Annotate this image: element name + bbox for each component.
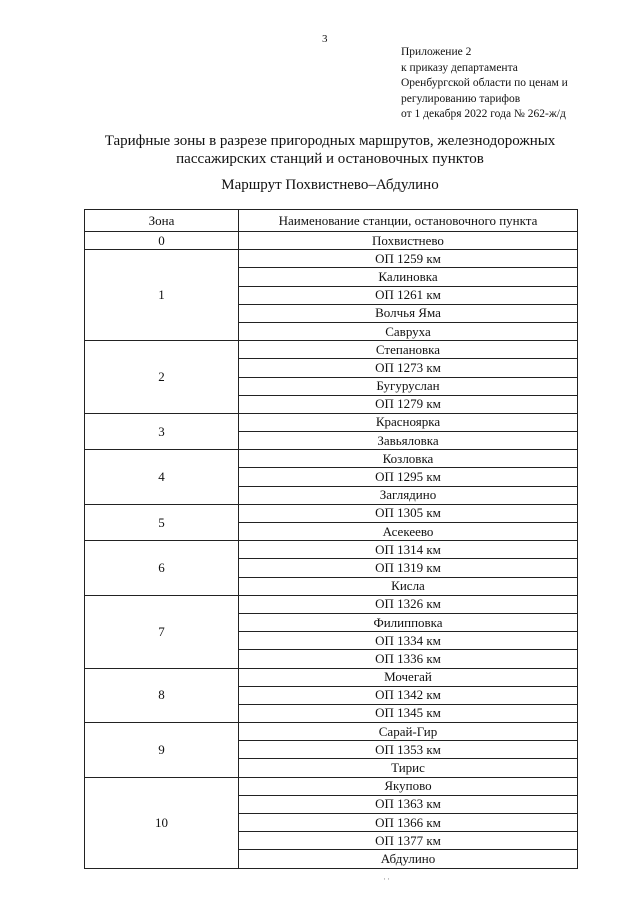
table-row [85,595,578,613]
station-cell: Абдулино [239,850,578,868]
table-row [85,232,578,250]
station-cell: Козловка [239,450,578,468]
zone-cell: 4 [85,450,239,505]
station-cell: ОП 1377 км [239,832,578,850]
zone-cell: 10 [85,777,239,868]
zone-cell: 0 [85,232,239,250]
document-title [60,132,600,168]
station-cell: Филипповка [239,613,578,631]
station-cell: Волчья Яма [239,304,578,322]
station-cell: ОП 1363 км [239,795,578,813]
station-cell: Похвистнево [239,232,578,250]
table-header-row [85,210,578,232]
station-cell: ОП 1342 км [239,686,578,704]
route-title: Маршрут Похвистнево–Абдулино [221,177,439,193]
header-zone: Зона [85,210,239,232]
station-cell: Кисла [239,577,578,595]
appendix-line: к приказу департамента [401,61,518,74]
station-cell: ОП 1336 км [239,650,578,668]
station-cell: ОП 1334 км [239,632,578,650]
station-cell: Асекеево [239,523,578,541]
zone-cell: 2 [85,341,239,414]
station-cell: ОП 1259 км [239,250,578,268]
station-cell: Мочегай [239,668,578,686]
table-row [85,250,578,268]
station-cell: Сарай-Гир [239,723,578,741]
title-line: Тарифные зоны в разрезе пригородных маршрутов, железнодорожных [104,133,556,149]
appendix-block [401,45,626,123]
station-cell: ОП 1305 км [239,504,578,522]
station-cell: ОП 1279 км [239,395,578,413]
station-cell: ОП 1314 км [239,541,578,559]
station-cell: Степановка [239,341,578,359]
page-number: 3 [322,33,328,45]
zone-cell: 5 [85,504,239,540]
station-cell: ОП 1273 км [239,359,578,377]
station-cell: ОП 1366 км [239,814,578,832]
table-row [85,450,578,468]
appendix-line: Приложение 2 [401,46,472,58]
station-cell: Савруха [239,322,578,340]
appendix-line: Оренбургской области по ценам и [401,77,568,89]
header-station: Наименование станции, остановочного пункта [239,210,578,232]
table-row [85,504,578,522]
zone-cell: 7 [85,595,239,668]
table-row [85,723,578,741]
tariff-zones-table [84,209,578,869]
zone-cell: 9 [85,723,239,778]
footer-mark: ·· [383,874,391,884]
station-cell: Якупово [239,777,578,795]
zone-cell: 6 [85,541,239,596]
station-cell: ОП 1261 км [239,286,578,304]
station-cell: ОП 1345 км [239,704,578,722]
table-body [85,232,578,869]
appendix-line: от 1 декабря 2022 года № 262-ж/д [401,108,566,120]
station-cell: ОП 1353 км [239,741,578,759]
table-row [85,668,578,686]
station-cell: Тирис [239,759,578,777]
station-cell: ОП 1295 км [239,468,578,486]
station-cell: Бугуруслан [239,377,578,395]
station-cell: Красноярка [239,413,578,431]
station-cell: Завьяловка [239,432,578,450]
table-row [85,541,578,559]
station-cell: ОП 1326 км [239,595,578,613]
table-row [85,413,578,431]
zone-cell: 1 [85,250,239,341]
appendix-line: регулированию тарифов [401,92,521,105]
zone-cell: 3 [85,413,239,449]
table-row [85,341,578,359]
station-cell: Заглядино [239,486,578,504]
station-cell: ОП 1319 км [239,559,578,577]
station-cell: Калиновка [239,268,578,286]
table-row [85,777,578,795]
title-line: пассажирских станций и остановочных пунктов [176,151,484,167]
zone-cell: 8 [85,668,239,723]
